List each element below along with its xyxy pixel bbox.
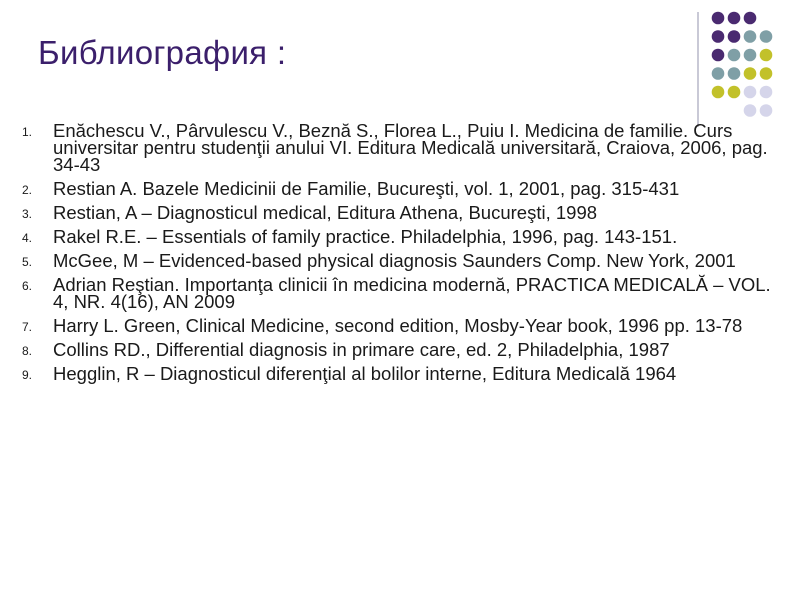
reference-number: 2. bbox=[22, 183, 33, 197]
reference-text: Rakel R.E. – Essentials of family practice. Philadelphia, 1996, pag. 143-151. bbox=[53, 226, 678, 247]
decorative-dot bbox=[728, 86, 741, 99]
reference-number: 7. bbox=[22, 320, 33, 334]
reference-number: 5. bbox=[22, 255, 33, 269]
reference-number: 6. bbox=[22, 279, 33, 293]
reference-number: 1. bbox=[22, 125, 33, 139]
decorative-divider bbox=[697, 12, 699, 127]
decorative-dot-grid bbox=[708, 10, 788, 130]
decorative-dot bbox=[712, 30, 725, 43]
decorative-dot bbox=[728, 12, 741, 25]
reference-text: Hegglin, R – Diagnosticul diferenţial al bolilor interne, Editura Medicală 1964 bbox=[53, 363, 677, 384]
reference-item bbox=[22, 180, 788, 197]
reference-item bbox=[22, 317, 788, 334]
reference-item bbox=[22, 252, 788, 269]
reference-text: Enăchescu V., Pârvulescu V., Beznă S., Florea L., Puiu I. Medicina de familie. Curs universitar pentru studenţii anului VI. Editura Medicală universitară, Craiova, 2006, pag. 34-43 bbox=[53, 120, 768, 175]
reference-number: 3. bbox=[22, 207, 33, 221]
reference-text: Collins RD., Differential diagnosis in primare care, ed. 2, Philadelphia, 1987 bbox=[53, 339, 670, 360]
decorative-dot bbox=[728, 67, 741, 80]
reference-text: Adrian Reştian. Importanţa clinicii în medicina modernă, PRACTICA MEDICALĂ – VOL. 4, NR. 4(16), AN 2009 bbox=[53, 274, 771, 312]
reference-text: Restian, A – Diagnosticul medical, Editura Athena, Bucureşti, 1998 bbox=[53, 202, 598, 223]
decorative-dot bbox=[712, 12, 725, 25]
decorative-dot bbox=[744, 67, 757, 80]
reference-number: 9. bbox=[22, 368, 33, 382]
decorative-dot bbox=[760, 30, 773, 43]
decorative-dot bbox=[760, 104, 773, 117]
decorative-dot bbox=[744, 104, 757, 117]
reference-list bbox=[22, 122, 788, 389]
slide-title: Библиография : bbox=[38, 34, 287, 71]
reference-text: Restian A. Bazele Medicinii de Familie, Bucureşti, vol. 1, 2001, pag. 315-431 bbox=[53, 178, 680, 199]
decorative-dot bbox=[728, 49, 741, 62]
decorative-dot bbox=[712, 49, 725, 62]
decorative-dot bbox=[744, 86, 757, 99]
reference-item bbox=[22, 341, 788, 358]
decorative-dot bbox=[744, 12, 757, 25]
decorative-dot bbox=[744, 49, 757, 62]
reference-item bbox=[22, 204, 788, 221]
reference-text: McGee, M – Evidenced-based physical diagnosis Saunders Comp. New York, 2001 bbox=[53, 250, 736, 271]
decorative-dot bbox=[712, 86, 725, 99]
reference-item bbox=[22, 276, 788, 310]
decorative-dot bbox=[712, 67, 725, 80]
reference-number: 8. bbox=[22, 344, 33, 358]
decorative-dot bbox=[728, 30, 741, 43]
decorative-dot bbox=[760, 67, 773, 80]
decorative-dot bbox=[744, 30, 757, 43]
decorative-dot bbox=[760, 49, 773, 62]
reference-item bbox=[22, 122, 788, 173]
decorative-dot bbox=[760, 86, 773, 99]
reference-item bbox=[22, 365, 788, 382]
reference-text: Harry L. Green, Clinical Medicine, second edition, Mosby-Year book, 1996 pp. 13-78 bbox=[53, 315, 743, 336]
reference-item bbox=[22, 228, 788, 245]
reference-number: 4. bbox=[22, 231, 33, 245]
